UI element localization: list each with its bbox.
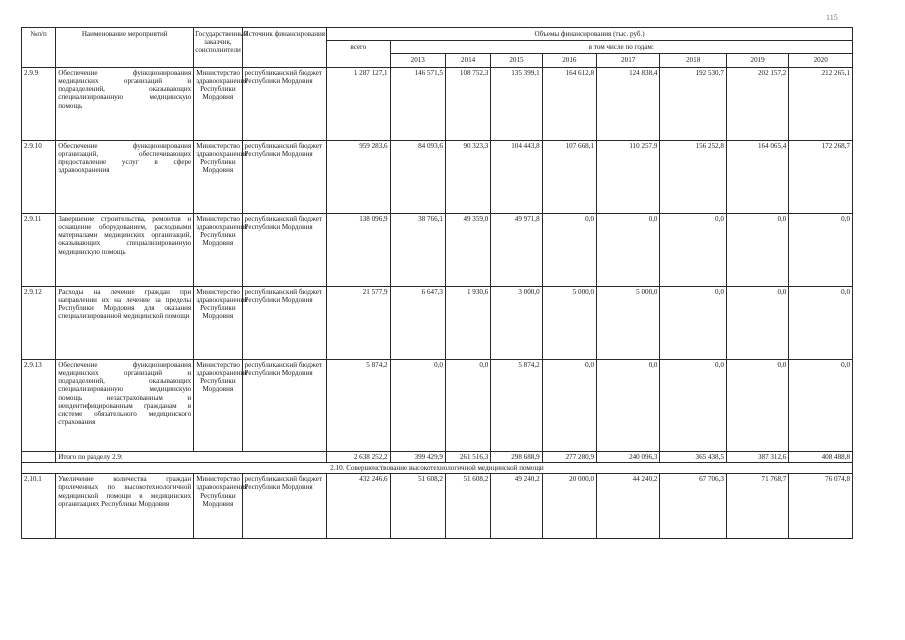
row-source: республиканский бюджет Республики Мордовия (242, 286, 327, 359)
table-header-row (22, 28, 853, 41)
row-name: Завершение строительства, ремонтов и оснащение оборудованием, расходными материалами медицинских организаций, оказывающих специализированную медицинскую помощь (56, 213, 194, 286)
row-value: 6 647,3 (390, 286, 445, 359)
row-customer: Министерство здравоохранения Республики Мордовия (194, 140, 242, 213)
row-value: 0,0 (542, 213, 596, 286)
row-value: 107 668,1 (542, 140, 596, 213)
row-value: 0,0 (726, 359, 788, 451)
row-value: 192 530,7 (660, 67, 726, 140)
row-customer: Министерство здравоохранения Республики Мордовия (194, 359, 242, 451)
table-row (22, 286, 853, 359)
header-by-years: в том числе по годам: (390, 41, 852, 54)
row-number: 2.9.9 (22, 67, 56, 140)
row-value: 5 000,0 (597, 286, 660, 359)
header-year: 2017 (597, 54, 660, 67)
row-value: 51 608,2 (390, 474, 445, 539)
row-name: Обеспечение функционирования организаций, обеспечивающих предоставление услуг в сфере здравоохранения (56, 140, 194, 213)
row-value: 0,0 (789, 286, 853, 359)
financing-table (21, 27, 853, 539)
row-number: 2.9.11 (22, 213, 56, 286)
header-year: 2019 (726, 54, 788, 67)
row-name: Обеспечение функционирования медицинских организаций и подразделений, оказывающих специализированную медицинскую помощь незастрахованным и неидентифицированным гражданам в системе обязательного медицинского страхования (56, 359, 194, 451)
row-customer: Министерство здравоохранения Республики Мордовия (194, 474, 242, 539)
row-value: 51 608,2 (445, 474, 490, 539)
row-name: Увеличение количества граждан пролеченных по высокотехнологичной медицинской помощи в медицинских организациях Республики Мордовия (56, 474, 194, 539)
row-value: 44 240,2 (597, 474, 660, 539)
section-total-value: 277 280,9 (542, 451, 596, 462)
row-customer: Министерство здравоохранения Республики Мордовия (194, 213, 242, 286)
row-value: 5 874,2 (491, 359, 542, 451)
row-total: 21 577,9 (327, 286, 390, 359)
section-title: 2.10. Совершенствование высокотехнологичной медицинской помощи (22, 462, 853, 473)
row-value: 67 706,3 (660, 474, 726, 539)
header-year: 2016 (542, 54, 596, 67)
row-value: 0,0 (390, 359, 445, 451)
row-value: 76 074,8 (789, 474, 853, 539)
row-total: 138 096,9 (327, 213, 390, 286)
row-value: 38 766,1 (390, 213, 445, 286)
section-total-row (22, 451, 853, 462)
row-source: республиканский бюджет Республики Мордовия (242, 67, 327, 140)
row-value: 0,0 (660, 213, 726, 286)
row-value: 202 157,2 (726, 67, 788, 140)
section-total-value: 261 516,3 (445, 451, 490, 462)
header-num: №п/п (22, 28, 56, 68)
row-source: республиканский бюджет Республики Мордовия (242, 474, 327, 539)
table-row (22, 474, 853, 539)
row-value: 212 265,1 (789, 67, 853, 140)
row-total: 5 874,2 (327, 359, 390, 451)
row-value: 0,0 (789, 359, 853, 451)
row-value: 3 000,0 (491, 286, 542, 359)
table-row (22, 140, 853, 213)
row-value: 90 323,3 (445, 140, 490, 213)
header-volumes: Объемы финансирования (тыс. руб.) (327, 28, 853, 41)
header-year: 2018 (660, 54, 726, 67)
header-year: 2015 (491, 54, 542, 67)
row-name: Расходы на лечение граждан при направлении их на лечение за пределы Республики Мордовия для оказания специализированной медицинской помощи (56, 286, 194, 359)
row-value: 110 257,9 (597, 140, 660, 213)
row-value: 1 930,6 (445, 286, 490, 359)
row-value: 0,0 (445, 359, 490, 451)
row-value: 0,0 (660, 359, 726, 451)
row-value: 164 612,8 (542, 67, 596, 140)
section-total-value: 399 429,9 (390, 451, 445, 462)
row-value: 104 443,8 (491, 140, 542, 213)
row-value: 156 252,8 (660, 140, 726, 213)
row-value: 0,0 (660, 286, 726, 359)
row-value: 0,0 (789, 213, 853, 286)
row-number: 2.9.12 (22, 286, 56, 359)
table-row (22, 213, 853, 286)
row-total: 1 287 127,1 (327, 67, 390, 140)
section-heading-row (22, 462, 853, 473)
header-customer: Государственный заказчик, соисполнители (194, 28, 242, 68)
section-total-sum: 2 638 252,2 (327, 451, 390, 462)
row-value: 71 768,7 (726, 474, 788, 539)
row-value: 0,0 (597, 359, 660, 451)
section-total-value: 298 688,9 (491, 451, 542, 462)
row-source: республиканский бюджет Республики Мордовия (242, 140, 327, 213)
row-value: 0,0 (597, 213, 660, 286)
row-value: 0,0 (726, 286, 788, 359)
row-customer: Министерство здравоохранения Республики Мордовия (194, 67, 242, 140)
section-total-label: Итого по разделу 2.9: (56, 451, 327, 462)
row-value: 49 359,0 (445, 213, 490, 286)
row-value: 124 838,4 (597, 67, 660, 140)
row-value: 5 000,0 (542, 286, 596, 359)
row-value: 108 752,3 (445, 67, 490, 140)
row-customer: Министерство здравоохранения Республики Мордовия (194, 286, 242, 359)
row-number (22, 451, 56, 462)
header-year: 2020 (789, 54, 853, 67)
row-value: 135 399,1 (491, 67, 542, 140)
row-number: 2.9.10 (22, 140, 56, 213)
table-row (22, 359, 853, 451)
table-row (22, 67, 853, 140)
row-value: 164 065,4 (726, 140, 788, 213)
row-value: 49 971,8 (491, 213, 542, 286)
section-total-value: 240 096,3 (597, 451, 660, 462)
row-number: 2.10.1 (22, 474, 56, 539)
header-year: 2013 (390, 54, 445, 67)
row-total: 959 283,6 (327, 140, 390, 213)
row-number: 2.9.13 (22, 359, 56, 451)
row-source: республиканский бюджет Республики Мордовия (242, 213, 327, 286)
header-year: 2014 (445, 54, 490, 67)
section-total-value: 387 312,6 (726, 451, 788, 462)
row-source: республиканский бюджет Республики Мордовия (242, 359, 327, 451)
header-source: Источник финансирования (242, 28, 327, 68)
section-total-value: 365 438,5 (660, 451, 726, 462)
section-total-value: 408 488,8 (789, 451, 853, 462)
row-value: 20 000,0 (542, 474, 596, 539)
header-total: всего (327, 41, 390, 67)
page-number: 115 (826, 13, 838, 22)
row-value: 0,0 (542, 359, 596, 451)
header-name: Наименование мероприятий (56, 28, 194, 68)
row-value: 146 571,5 (390, 67, 445, 140)
row-value: 84 093,6 (390, 140, 445, 213)
row-value: 49 240,2 (491, 474, 542, 539)
row-total: 432 246,6 (327, 474, 390, 539)
row-name: Обеспечение функционирования медицинских организаций и подразделений, оказывающих специализированную медицинскую помощь (56, 67, 194, 140)
row-value: 0,0 (726, 213, 788, 286)
row-value: 172 268,7 (789, 140, 853, 213)
